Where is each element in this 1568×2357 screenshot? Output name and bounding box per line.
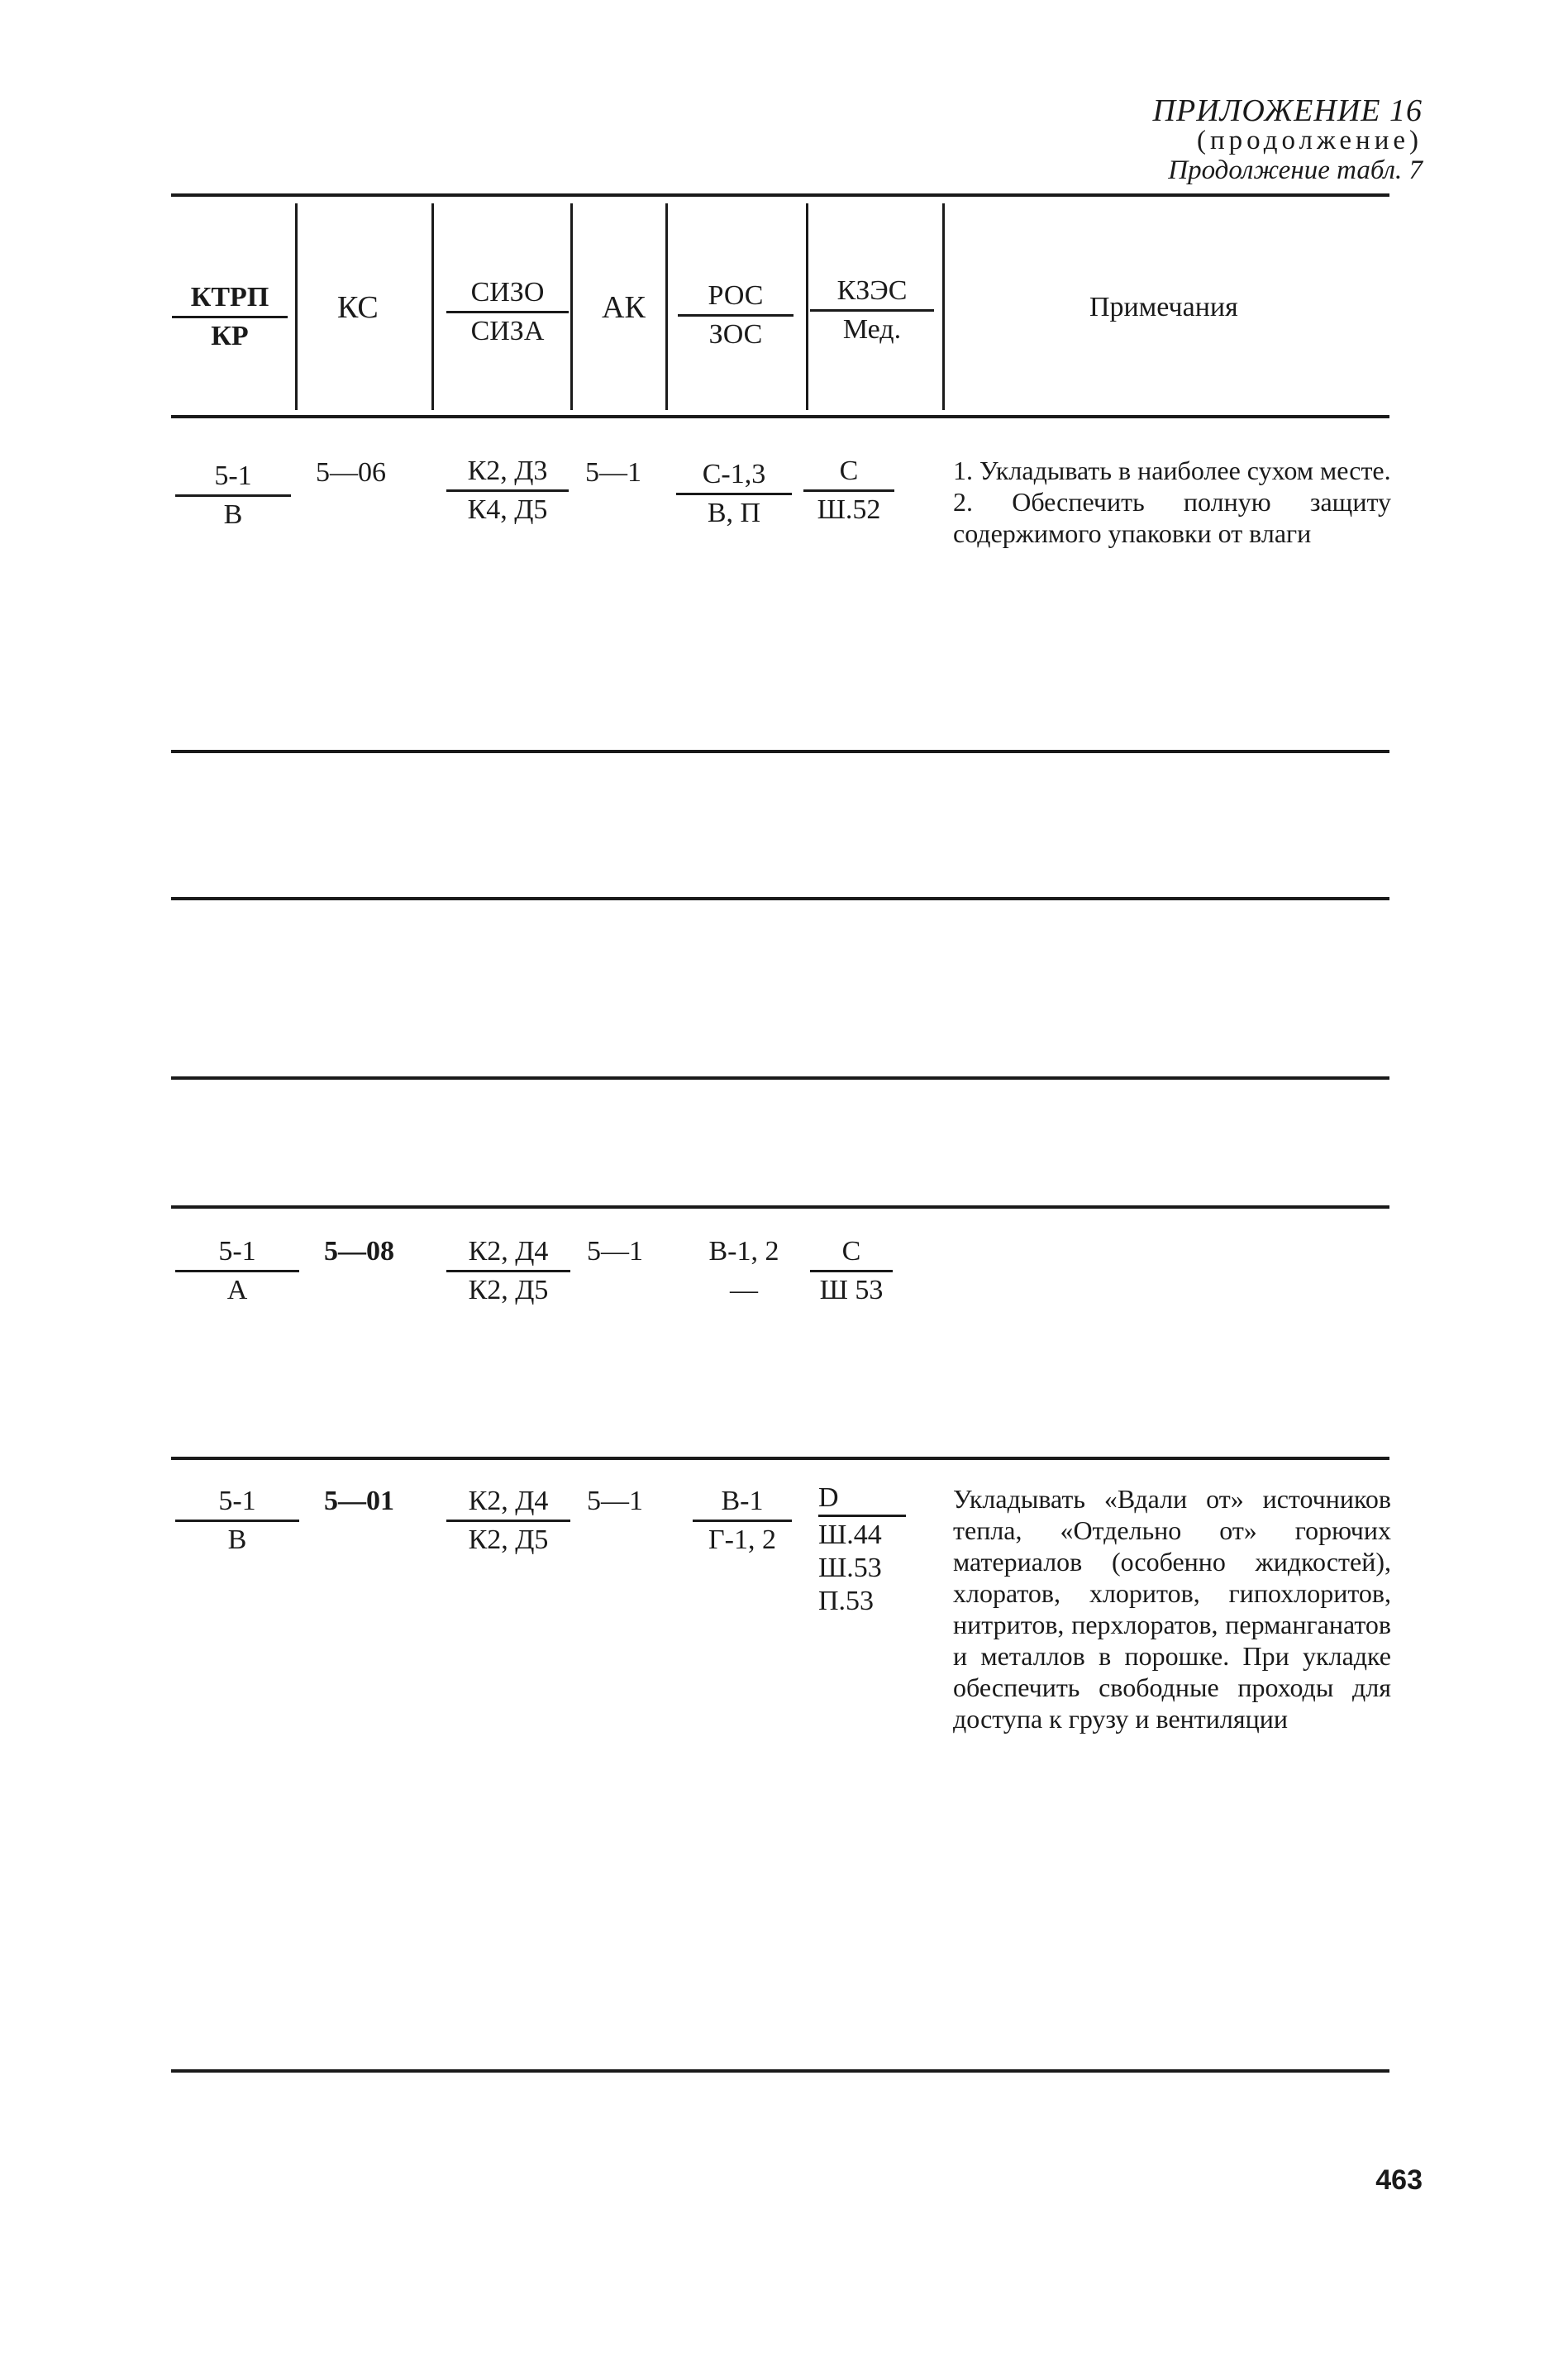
column-divider [295, 203, 298, 410]
row3-notes [953, 1483, 1391, 1734]
row2-ktrp-kr [175, 1235, 299, 1307]
row3-zos: Г-1, 2 [708, 1524, 776, 1555]
fraction-bar [810, 309, 934, 312]
row3-kzes: D [818, 1482, 839, 1513]
header-ktrp-kr [172, 281, 288, 353]
fraction-bar [446, 1520, 570, 1522]
fraction-bar [175, 494, 291, 497]
row3-ktrp-kr [175, 1485, 299, 1557]
row1-sizo: К2, Д3 [467, 456, 548, 486]
row2-sizo: К2, Д4 [468, 1236, 549, 1267]
row1-ros: С-1,3 [702, 459, 766, 489]
fraction-bar [803, 489, 894, 492]
page-number: 463 [1375, 2164, 1423, 2196]
row1-kr: В [223, 499, 243, 530]
fraction-bar [810, 1270, 893, 1272]
row1-sizo-siza [446, 455, 569, 527]
row3-ks: 5—01 [324, 1486, 394, 1516]
row1-ks: 5—06 [316, 457, 386, 488]
row2-ros-zos [694, 1235, 794, 1307]
column-divider [665, 203, 668, 410]
header-med: Мед. [842, 314, 902, 345]
column-divider [570, 203, 573, 410]
row1-med: Ш.52 [817, 494, 881, 525]
row2-ak: 5—1 [587, 1236, 643, 1267]
row3-med-1: Ш.44 [818, 1520, 882, 1550]
fraction-bar [172, 316, 288, 318]
row3-note-1: Укладывать «Вдали от» источников тепла, «Отдельно от» горючих материалов (особенно жидкостей), хлоратов, хлоритов, гипохлоритов, нитритов, перхлоратов, перманганатов и металлов в порошке. При укладке обеспечить свободные проходы для доступа к грузу и вентиляции [953, 1484, 1391, 1734]
fraction-bar [175, 1520, 299, 1522]
row1-note-2: 2. Обеспечить полную защиту содержимого упаковки от влаги [953, 487, 1391, 548]
row2-ks: 5—08 [324, 1236, 394, 1267]
column-divider [942, 203, 945, 410]
appendix-title: ПРИЛОЖЕНИЕ 16 [1152, 93, 1423, 128]
row2-kzes: С [841, 1236, 861, 1267]
row3-sizo: К2, Д4 [468, 1486, 549, 1516]
row3-sizo-siza [446, 1485, 570, 1557]
header-kzes: КЗЭС [836, 275, 908, 306]
row-separator [171, 1457, 1389, 1460]
fraction-bar [693, 1520, 792, 1522]
row2-sizo-siza [446, 1235, 570, 1307]
fraction-bar [446, 489, 569, 492]
fraction-bar [818, 1515, 906, 1517]
header-ros: РОС [708, 280, 764, 311]
row3-med-3: П.53 [818, 1586, 875, 1616]
header-ks: КС [337, 290, 379, 325]
row3-ros: В-1 [721, 1486, 764, 1516]
header-sizo-siza [446, 276, 569, 348]
row3-kr: В [227, 1524, 247, 1555]
row2-kr: А [226, 1275, 248, 1305]
header-zos: ЗОС [708, 319, 763, 350]
row-separator [171, 1205, 1389, 1209]
fraction-bar [446, 311, 569, 313]
row-separator [171, 1076, 1389, 1080]
row1-notes [953, 455, 1391, 549]
row3-med-2: Ш.53 [818, 1553, 882, 1583]
row1-siza: К4, Д5 [467, 494, 548, 525]
row3-ak: 5—1 [587, 1486, 643, 1516]
row1-note-1: 1. Укладывать в наиболее сухом месте. [953, 456, 1391, 485]
row2-kzes-med [810, 1235, 893, 1307]
column-divider [431, 203, 434, 410]
row-separator [171, 897, 1389, 900]
row1-ktrp-kr [175, 460, 291, 532]
row1-ak: 5—1 [585, 457, 641, 488]
fraction-bar [175, 1270, 299, 1272]
header-notes: Примечания [1089, 292, 1238, 322]
row3-kzes-med [818, 1481, 901, 1618]
row2-med: Ш 53 [819, 1275, 884, 1305]
column-divider [806, 203, 808, 410]
row3-ktrp: 5-1 [218, 1486, 256, 1516]
header-ktrp: КТРП [190, 282, 269, 313]
fraction-bar [676, 493, 792, 495]
row1-ktrp: 5-1 [214, 460, 252, 491]
header-kr: КР [211, 321, 249, 351]
header-ak: АК [602, 290, 646, 325]
table-bottom-rule [171, 2069, 1389, 2073]
fraction-bar [678, 314, 794, 317]
row1-zos: В, П [707, 498, 761, 528]
header-sizo: СИЗО [470, 277, 545, 308]
continuation-label: (продолжение) [1197, 126, 1423, 155]
row2-ktrp: 5-1 [218, 1236, 256, 1267]
row-separator [171, 750, 1389, 753]
row2-ros: В-1, 2 [708, 1236, 779, 1267]
row1-ros-zos [676, 458, 792, 530]
row3-siza: К2, Д5 [468, 1524, 549, 1555]
row2-siza: К2, Д5 [468, 1275, 549, 1305]
header-kzes-med [810, 274, 934, 346]
header-bottom-rule [171, 415, 1389, 418]
row1-kzes-med [803, 455, 894, 527]
row3-ros-zos [693, 1485, 792, 1557]
fraction-bar [446, 1270, 570, 1272]
fraction-bar [694, 1270, 794, 1272]
table-continuation-label: Продолжение табл. 7 [1168, 155, 1423, 185]
table-top-rule [171, 193, 1389, 197]
header-siza: СИЗА [470, 316, 545, 346]
header-ros-zos [678, 279, 794, 351]
row2-zos: — [730, 1275, 758, 1305]
row1-kzes: С [839, 456, 859, 486]
